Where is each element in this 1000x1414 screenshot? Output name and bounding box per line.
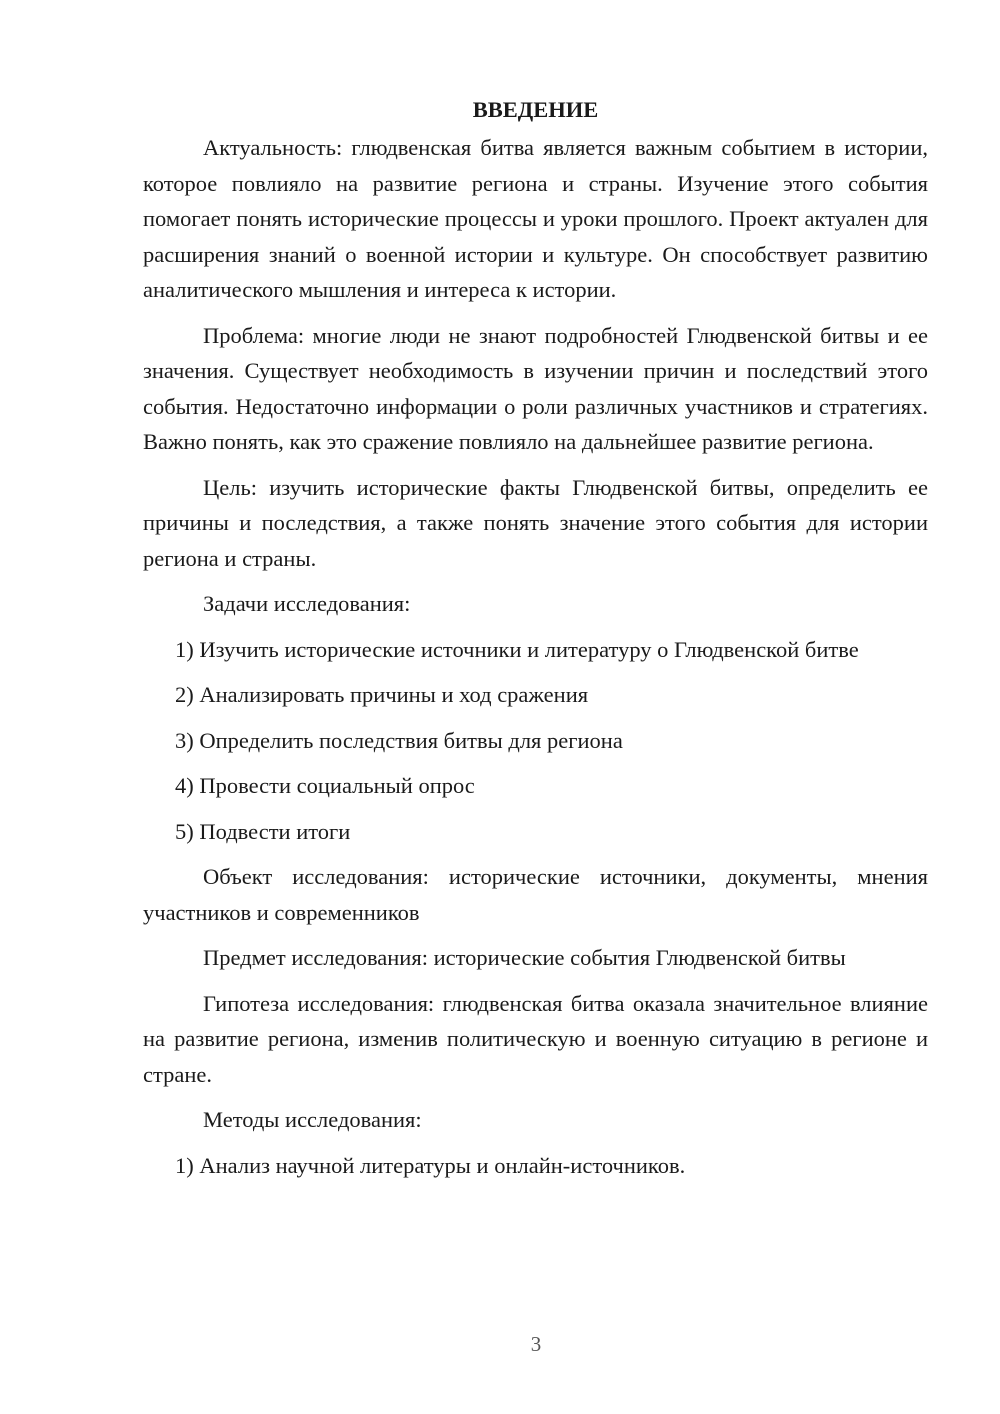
- task-item-2: 2) Анализировать причины и ход сражения: [175, 682, 589, 707]
- page-number: 3: [530, 1332, 542, 1356]
- method-item-1: 1) Анализ научной литературы и онлайн-источников.: [175, 1152, 686, 1178]
- task-item-1: 1) Изучить исторические источники и литературу о Глюдвенской битве: [175, 636, 859, 662]
- problem-paragraph: Проблема: многие люди не знают подробностей Глюдвенской битвы и ее значения. Существует необходимость в изучении причин и последствий этого события. Недостаточно информации о роли различных участников и стратегиях. Важно понять, как это сражение повлияло на дальнейшее развитие региона.: [143, 322, 928, 454]
- relevance-paragraph: Актуальность: глюдвенская битва является важным событием в истории, которое повлияло на развитие региона и страны. Изучение этого события помогает понять исторические процессы и уроки прошлого. Проект актуален для расширения знаний о военной истории и культуре. Он способствует развитию аналитического мышления и интереса к истории.: [143, 135, 928, 302]
- document-page: [143, 92, 928, 1193]
- task-item-4: 4) Провести социальный опрос: [175, 773, 475, 798]
- tasks-heading: Задачи исследования:: [203, 591, 411, 616]
- task-item-3: 3) Определить последствия битвы для региона: [175, 727, 623, 753]
- subject-paragraph: Предмет исследования: исторические события Глюдвенской битвы: [203, 945, 846, 970]
- hypothesis-paragraph: Гипотеза исследования: глюдвенская битва оказала значительное влияние на развитие региона, изменив политическую и военную ситуацию в регионе и стране.: [143, 990, 928, 1087]
- goal-paragraph: Цель: изучить исторические факты Глюдвенской битвы, определить ее причины и последствия, а также понять значение этого события для истории региона и страны.: [143, 474, 928, 571]
- object-paragraph: Объект исследования: исторические источники, документы, мнения участников и современников: [143, 864, 928, 925]
- task-item-5: 5) Подвести итоги: [175, 818, 351, 844]
- methods-heading: Методы исследования:: [203, 1107, 422, 1132]
- page-title: ВВЕДЕНИЕ: [472, 97, 599, 122]
